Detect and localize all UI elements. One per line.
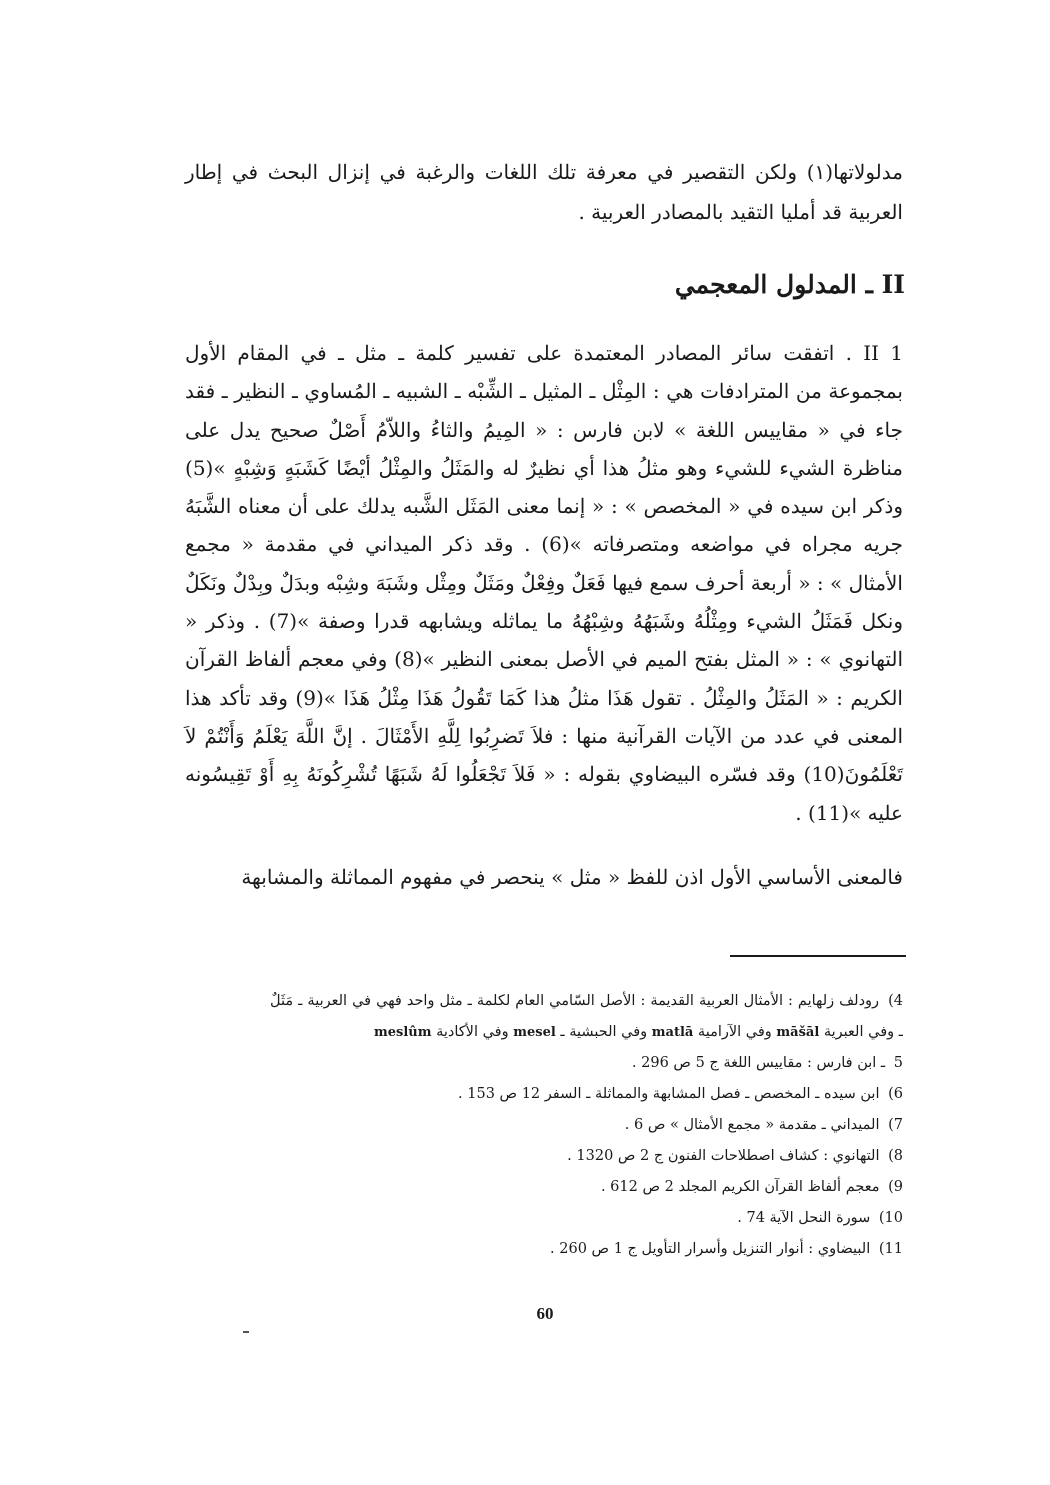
footnote-item (270, 1203, 903, 1234)
footnote-text: الميداني ـ مقدمة « مجمع الأمثال » ص 6 . (624, 1117, 880, 1133)
footnote-text: وفي الآرامية (697, 1024, 772, 1040)
footnote-latin-term: māšāl (776, 1025, 820, 1040)
footnote-text: سورة النحل الآية 74 . (737, 1210, 871, 1226)
footnote-text: معجم ألفاظ القرآن الكريم المجلد 2 ص 612 . (600, 1179, 880, 1195)
footnote-number: 8) (888, 1148, 903, 1164)
footnote-item (270, 1110, 903, 1141)
footnote-latin-term: meslûm (373, 1025, 432, 1040)
footnote-item (270, 1048, 903, 1079)
footnote-item (270, 1141, 903, 1172)
intro-paragraph (185, 152, 903, 232)
footnote-number: 7) (888, 1117, 903, 1133)
footnote-text: ـ ابن فارس : مقاييس اللغة ج 5 ص 296 . (631, 1055, 886, 1071)
footnote-text: وفي الحبشية ـ (560, 1024, 648, 1040)
footnote-item (270, 986, 903, 1048)
closing-text: فالمعنى الأساسي الأول اذن للفظ « مثل » ينحصر في مفهوم المماثلة والمشابهة (241, 865, 903, 889)
footnote-number: 10) (878, 1210, 903, 1226)
footnote-number: 4) (888, 993, 903, 1009)
footnote-text: ابن سيده ـ المخصص ـ فصل المشابهة والمماثلة ـ السفر 12 ص 153 . (458, 1086, 880, 1102)
intro-text: مدلولاتها(۱) ولكن التقصير في معرفة تلك اللغات والرغبة في إنزال البحث في إطار العربية قد أمليا التقيد بالمصادر العربية . (185, 160, 903, 224)
scan-artifact (243, 1331, 249, 1333)
section-heading: II ـ المدلول المعجمي (674, 270, 905, 299)
footnote-number: 6) (888, 1086, 903, 1102)
footnote-number: 9) (888, 1179, 903, 1195)
footnote-text: التهانوي : كشاف اصطلاحات الفنون ج 2 ص 1320 . (567, 1148, 880, 1164)
footnote-text: وفي الأكادية (436, 1024, 509, 1040)
footnote-latin-term: matlā (651, 1025, 694, 1040)
closing-paragraph (185, 858, 903, 896)
footnote-latin-term: mesel (513, 1025, 556, 1040)
footnote-item (270, 1234, 903, 1265)
footnote-item (270, 1079, 903, 1110)
footnotes-list (270, 986, 903, 1265)
footnote-item (270, 1172, 903, 1203)
footnote-text: رودلف زلهايم : الأمثال العربية القديمة : الأصل السّامي العام لكلمة ـ مثل واحد فهي في العربية ـ مَثَلٌ ـ وفي العبرية (270, 993, 903, 1040)
body-paragraph (185, 334, 903, 832)
page-number: 60 (536, 1304, 554, 1323)
body-text: II 1 . اتفقت سائر المصادر المعتمدة على تفسير كلمة ـ مثل ـ في المقام الأول بمجموعة من المترادفات هي : المِثْل ـ المثيل ـ الشِّبْه ـ الشبيه ـ المُساوي ـ النظير ـ فقد جاء في « مقاييس اللغة » لابن فارس : « المِيمُ والثاءُ واللاّمُ أَصْلٌ صحيح يدل على مناظرة الشيء للشيء وهو مثلُ هذا أي نظيرٌ له والمَثَلُ والمِثْلُ أيْضًا كَشَبَهٍ وَشِبْهٍ »(5) وذكر ابن سيده في « المخصص » : « إنما معنى المَثَل الشَّبه يدلك على أن معناه الشَّبَهُ جريه مجراه في مواضعه ومتصرفاته »(6) . وقد ذكر الميداني في مقدمة « مجمع الأمثال » : « أربعة أحرف سمع فيها فَعَلٌ وفِعْلٌ ومَثَلٌ ومِثْل وشَبَهَ وشِبْه وبدَلٌ وبِدْلٌ ونَكَلٌ ونكل فَمَثَلُ الشيء ومِثْلُهُ وشَبَهُهُ وشِبْهُهُ ما يماثله ويشابهه قدرا وصفة »(7) . وذكر « التهانوي » : « المثل بفتح الميم في الأصل بمعنى النظير »(8) وفي معجم ألفاظ القرآن الكريم : « المَثَلُ والمِثْلُ . تقول هَذَا مثلُ هذا كَمَا تَقُولُ هَذَا مِثْلُ هَذَا »(9) وقد تأكد هذا المعنى في عدد من الآيات القرآنية منها : فلاَ تَضرِبُوا لِلَّهِ الأَمْثَالَ . إنَّ اللَّهَ يَعْلَمُ وَأَنْتُمْ لاَ تَعْلَمُونَ(10) وقد فسّره البيضاوي بقوله : « فَلاَ تَجْعَلُوا لَهُ شَبَهًا تُشْرِكُونَهُ بِهِ أَوْ تَقِيسُونه عليه »(11) . (185, 341, 904, 825)
footnote-number: 5 (893, 1055, 903, 1071)
footnote-number: 11) (878, 1241, 903, 1257)
footnote-text: البيضاوي : أنوار التنزيل وأسرار التأويل ج 1 ص 260 . (550, 1241, 871, 1257)
footnote-separator (730, 955, 906, 957)
